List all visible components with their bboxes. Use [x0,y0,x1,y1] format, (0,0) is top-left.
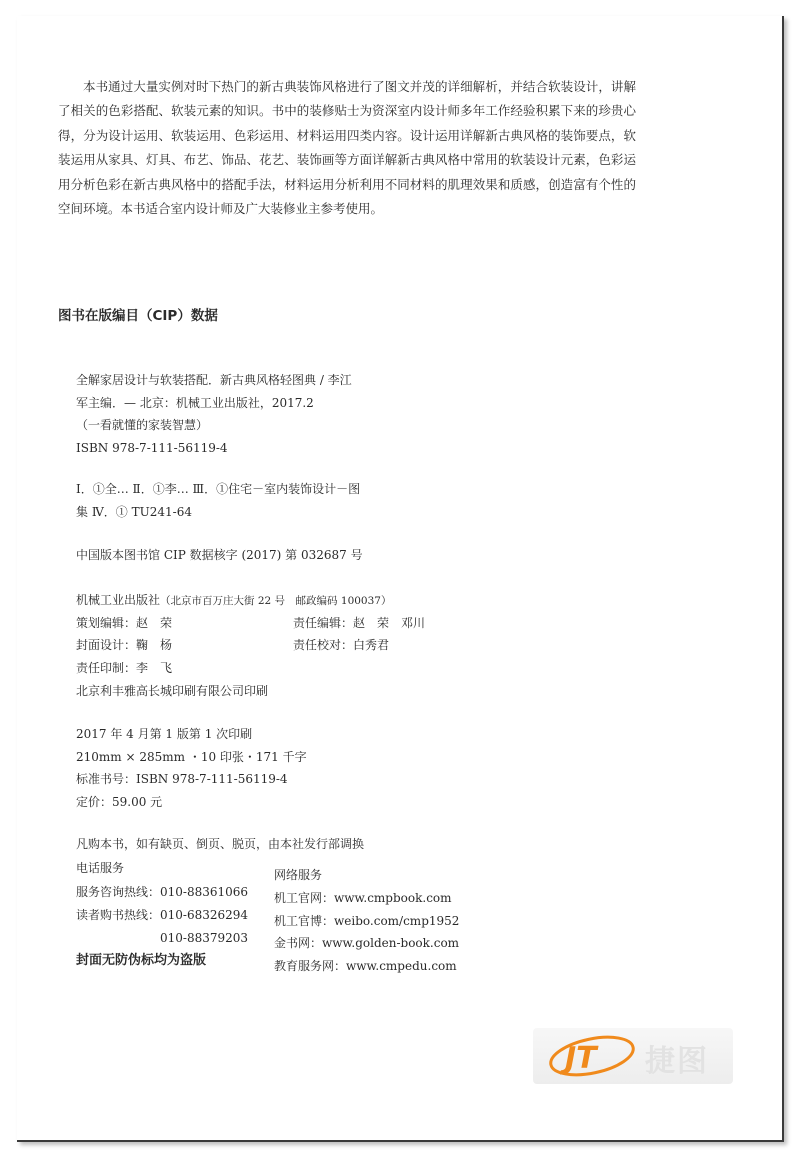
jt-logo-text: JT [565,1041,597,1076]
publisher-name [76,592,391,609]
service-hotline: 服务咨询热线：010-88361066 [76,885,249,899]
cip-title-line-2: 军主编．— 北京：机械工业出版社，2017.2 [76,396,314,410]
cip-title-line-1: 全解家居设计与软装搭配．新古典风格轻图典 / 李江 [76,373,352,387]
edition-date: 2017 年 4 月第 1 版第 1 次印刷 [76,727,253,741]
cover-design: 封面设计：鞠 杨 [76,638,173,652]
proofreader: 责任校对：白秀君 [293,638,390,652]
responsible-editor: 责任编辑：赵 荣 邓川 [293,616,426,630]
official-website: 机工官网：www.cmpbook.com [274,891,452,905]
intro-paragraph: 本书通过大量实例对时下热门的新古典装饰风格进行了图文并茂的详细解析，并结合软装设计，讲解了相关的色彩搭配、软装元素的知识。书中的装修贴士为资深室内设计师多年工作经验积累下来的珍贵心得，分为设计运用、软装运用、色彩运用、材料运用四类内容。设计运用详解新古典风格的装饰要点，软装运用从家具、灯具、布艺、饰品、花艺、装饰画等方面详解新古典风格中常用的软装设计元素，色彩运用分析色彩在新古典风格中的搭配手法，材料运用分析利用不同材料的肌理效果和质感，创造富有个性的空间环境。本书适合室内设计师及广大装修业主参考使用。 [58,78,636,217]
planning-editor: 策划编辑：赵 荣 [76,616,173,630]
defect-notice: 凡购本书，如有缺页、倒页、脱页，由本社发行部调换 [76,837,365,851]
reader-hotline-2: 010-88379203 [160,931,249,945]
cip-isbn: ISBN 978-7-111-56119-4 [76,441,228,455]
phone-service-heading: 电话服务 [76,861,125,875]
price: 定价：59.00 元 [76,795,163,809]
cip-series: （一看就懂的家装智慧） [76,418,209,432]
education-site: 教育服务网：www.cmpedu.com [274,959,457,973]
golden-book-site: 金书网：www.golden-book.com [274,936,460,950]
cip-class-line-2: 集 Ⅳ．① TU241-64 [76,505,192,519]
jt-logo-icon [547,1034,637,1078]
watermark-text: 捷图 [645,1044,709,1079]
standard-book-number: 标准书号：ISBN 978-7-111-56119-4 [76,772,288,786]
print-manager: 责任印制：李 飞 [76,661,173,675]
publisher-name-text: 机械工业出版社 [76,593,161,607]
cip-heading: 图书在版编目（CIP）数据 [58,308,218,324]
cip-class-line-1: Ⅰ．①全… Ⅱ．①李… Ⅲ．①住宅－室内装饰设计－图 [76,482,361,496]
official-weibo: 机工官博：weibo.com/cmp1952 [274,914,460,928]
anti-counterfeit-notice: 封面无防伪标均为盗版 [76,953,207,968]
watermark [533,1028,733,1084]
web-service-heading: 网络服务 [274,868,323,882]
printer: 北京利丰雅高长城印刷有限公司印刷 [76,684,269,698]
cip-number: 中国版本图书馆 CIP 数据核字 (2017) 第 032687 号 [76,548,363,562]
reader-hotline: 读者购书热线：010-68326294 [76,908,249,922]
publisher-address: （北京市百万庄大街 22 号 邮政编码 100037） [160,595,392,607]
edition-format: 210mm × 285mm ・10 印张・171 千字 [76,750,307,764]
